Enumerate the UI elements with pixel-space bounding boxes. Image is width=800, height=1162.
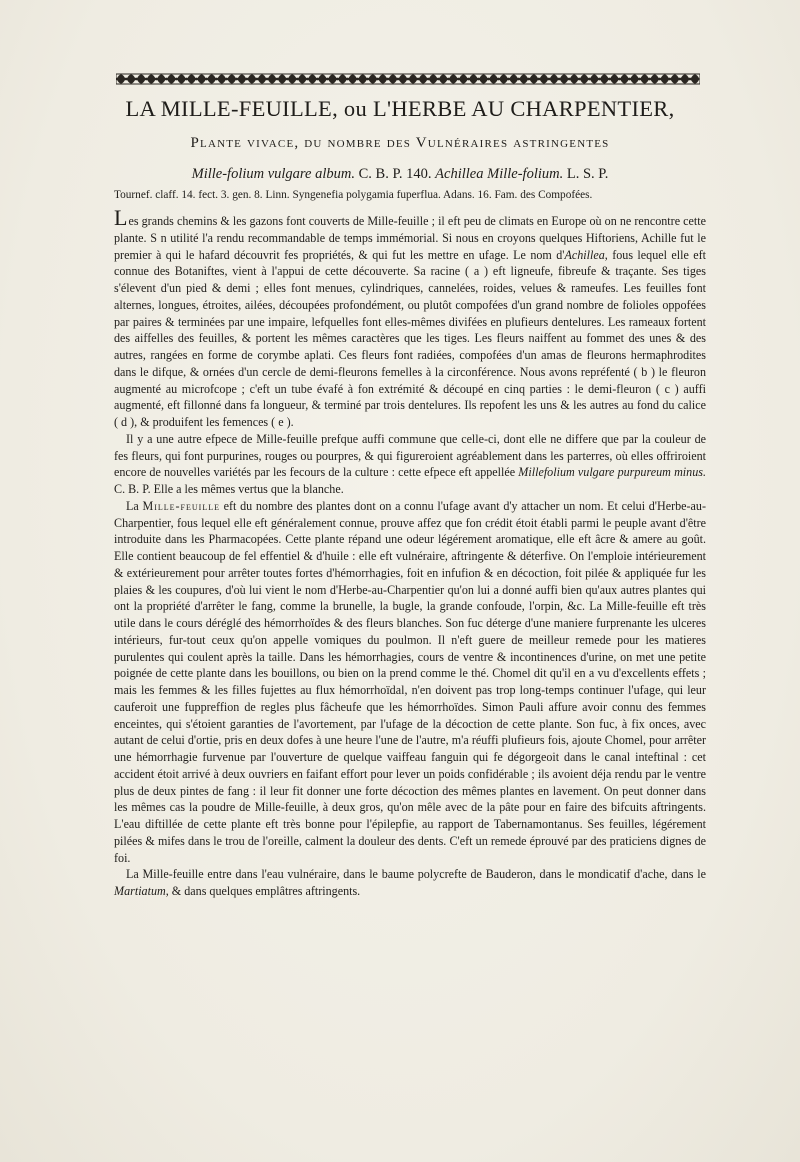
- ornament-motif: [590, 75, 599, 84]
- ornament-motif: [439, 75, 448, 84]
- ornament-dot: [366, 78, 369, 81]
- ornament-motif: [237, 75, 246, 84]
- paragraph-2-text-b: C. B. P. Elle a les mêmes vertus que la blanche.: [114, 482, 344, 496]
- ornament-dot: [678, 78, 681, 81]
- ornament-motif: [247, 75, 256, 84]
- synonym-reference-linnaeus: L. S. P.: [563, 166, 609, 182]
- drop-cap: L: [114, 205, 128, 230]
- ornament-dot: [417, 78, 420, 81]
- synonym-name-linnaeus: Achillea Mille-folium.: [435, 166, 564, 182]
- ornament-dot: [648, 78, 651, 81]
- classification-line: Tournef. claff. 14. fect. 3. gen. 8. Linn. Syngenefia polygamia fuperflua. Adans. 16. Fam. des Compofées.: [114, 189, 593, 201]
- paragraph-2-text-a: Il y a une autre efpece de Mille-feuille prefque auffi commune que celle-ci, dont elle ne differe que par la couleur de fes fleurs, qui font purpurines, rouges ou pourpres, & qui figureroient agréablement dans les parterres, où elles offriroient encore de nouvelles variétés par les fecours de la culture : cette efpece eft appellée: [114, 431, 706, 480]
- paragraph-3-smallcaps: Mille-feuille: [142, 498, 220, 513]
- ornament-dot: [135, 78, 138, 81]
- paragraph-3-text-b: eft du nombre des plantes dont on a connu l'ufage avant d'y attacher un nom. Et celui d'Herbe-au-Charpentier, fous lequel elle eft généralement connue, prouve affez que fon crédit étoit établi parmi le peuple avant d'être introduite dans les Pharmacopées. Cette plante répand une odeur légérement aromatique, elle eft âcre & amere au goût. Elle contient beaucoup de fel effentiel & d'huile : elle eft vulnéraire, aftringente & déterfive. On l'emploie intérieurement & extérieurement pour arrêter toutes fortes d'hémorrhagies, foit en infufion & en décoction, foit pilée & appliquée fur les plaies & les coupures, d'où lui vient le nom d'Herbe-au-Charpentier qu'on lui a donné auffi bien qu'aux autres plantes qui ont la propriété d'arrêter le fang, comme la brunelle, la bugle, la grande confoude, l'orpin, &c. La Mille-feuille eft très utile dans le cours déréglé des hémorrhoïdes & des fleurs blanches. Son fuc déterge d'une maniere furprenante les ulceres intérieurs, fur-tout ceux qu'on appelle vomiques du poulmon. Il n'eft guere de meilleur remede pour les matieres purulentes qui coulent après la taille. Dans les hémorrhagies, cours de ventre & incontinences d'urine, on met une petite poignée de cette plante dans les bouillons, ou bien on la prend comme le thé. Chomel dit qu'il en a vu d'excellents effets ; mais les femmes & les filles fujettes au flux hémorrhoïdal, n'en doivent pas trop long-temps continuer l'ufage, qui leur cauferoit une fuppreffion de regles plus fâcheufe que les hémorrhoïdes. Simon Pauli affure avoir connu des femmes enceintes, qui s'étoient garanties de l'avortement, par l'ufage de la décoction de cette plante. Son fuc, à fix onces, avec autant de celui d'ortie, pris en deux dofes à une heure l'une de l'autre, m'a réuffi plufieurs fois, ajoute Chomel, pour arrêter une hémorrhagie furvenue par l'ouverture de quelque vaiffeau fanguin qui fe dégorgeoit dans le canal inteftinal : cet accident étoit arrivé à deux ouvriers en faifant effort pour lever un poids confidérable ; ils avoient déja rendu par le ventre plus de deux pintes de fang : il leur fit donner une forte décoction des mêmes plantes en lavement. On peut donner dans les mêmes cas la poudre de Mille-feuille, à deux gros, qu'on mêle avec de la pâte pour en faire des bifcuits aftringents. L'eau diftillée de cette plante eft très bonne pour l'épilepfie, au rapport de Tabernamontanus. Ses feuilles, légérement pilées & mifes dans le trou de l'oreille, calment la douleur des dents. C'eft un remede éprouvé par des praticiens dignes de foi.: [114, 498, 707, 865]
- ornament-motif: [177, 75, 186, 84]
- ornament-dot: [286, 78, 289, 81]
- ornament-dot: [356, 78, 359, 81]
- ornament-motif: [509, 75, 518, 84]
- ornament-dot: [437, 78, 440, 81]
- ornament-dot: [517, 78, 520, 81]
- paragraph-4-text-a: La Mille-feuille entre dans l'eau vulnéraire, dans le baume polycrefte de Bauderon, dans le mondicatif d'ache, dans le: [126, 867, 706, 882]
- ornament-motif: [217, 75, 226, 84]
- paragraph-4: [114, 866, 706, 900]
- ornament-motif: [378, 75, 387, 84]
- ornament-dot: [407, 78, 410, 81]
- ornament-dot: [487, 78, 490, 81]
- paragraph-1-text-a: es grands chemins & les gazons font couverts de Mille-feuille ; il eft peu de climats en Europe où on ne rencontre cette plante. S n utilité l'a rendu recommandable de temps immémorial. Si nous en croyons quelques Hiftoriens, Achille fut le premier à qui le hafard découvrit fes propriétés, & qui fut les mettre en ufage. Le nom d': [114, 214, 706, 262]
- ornament-dot: [276, 78, 279, 81]
- ornament-dot: [256, 78, 259, 81]
- ornament-dot: [638, 78, 641, 81]
- ornament-motif: [459, 75, 468, 84]
- ornament-dot: [628, 78, 631, 81]
- ornament-dot: [245, 78, 248, 81]
- ornament-dot: [316, 78, 319, 81]
- body-text: [114, 205, 707, 900]
- paragraph-2-italic: Millefolium vulgare purpureum minus.: [518, 465, 706, 480]
- paragraph-3: [114, 498, 706, 867]
- paragraph-2: [114, 431, 706, 498]
- ornament-dot: [537, 78, 540, 81]
- ornament-dot: [145, 78, 148, 81]
- ornament-motif: [580, 75, 589, 84]
- paragraph-1-text-b: , fous lequel elle eft connue des Botaniftes, vient à l'appui de cette découverte. Sa racine ( a ) eft ligneufe, fibreufe & traçante. Ses tiges s'élevent d'un pied & demi ; elles font menues, cylindriques, cannelées, roides, velues & rameufes. Les feuilles font alternes, longues, étroites, ailées, découpées profondément, ou plutôt compofées d'un grand nombre de folioles oppofées par paires & terminées par une impaire, lefquelles font elles-mêmes divifées en plufieurs dentelures. Les rameaux fortent des aiffelles des feuilles, & portent les mêmes caractères que les tiges. Les fleurs naiffent au fommet des unes & des autres, rangées en forme de corymbe aplati. Ces fleurs font radiées, compofées d'un amas de fleurons hermaphrodites dans le difque, & ornées d'un cercle de demi-fleurons femelles à la circonférence. Nous avons repréfenté ( b ) le fleuron augmenté au microfcope ; c'eft un tube évafé à fon extrémité & découpé en cinq parties : le demi-fleuron ( c ) auffi augmenté, eft fillonné dans fa longueur, & terminé par trois dentelures. Ils repofent les uns & les autres au fond du calice ( d ), & produifent les femences ( e ).: [114, 247, 706, 429]
- paragraph-3-text-a: La: [126, 498, 143, 513]
- ornament-motif: [388, 75, 397, 84]
- ornament-motif: [600, 75, 609, 84]
- ornament-dot: [386, 78, 389, 81]
- paragraph-1-italic: Achillea: [564, 247, 605, 262]
- ornament-motif: [660, 75, 669, 84]
- ornament-dot: [568, 78, 571, 81]
- ornament-motif: [157, 75, 166, 84]
- ornament-motif: [499, 75, 508, 84]
- ornament-motif: [268, 75, 277, 84]
- ornament-motif: [167, 75, 176, 84]
- ornament-motif: [419, 75, 428, 84]
- ornament-dot: [427, 78, 430, 81]
- ornament-motif: [670, 75, 679, 84]
- ornament-motif: [680, 75, 689, 84]
- ornament-motif: [549, 75, 558, 84]
- ornament-dot: [296, 78, 299, 81]
- ornament-motif: [187, 75, 196, 84]
- ornament-motif: [127, 75, 136, 84]
- ornament-motif: [348, 75, 357, 84]
- synonym-name: Mille-folium vulgare album.: [191, 166, 355, 182]
- ornament-dot: [185, 78, 188, 81]
- ornament-motif: [278, 75, 287, 84]
- decorative-border-ornament: [116, 68, 700, 90]
- ornament-motif: [529, 75, 538, 84]
- ornament-motif: [489, 75, 498, 84]
- ornament-motif: [308, 75, 317, 84]
- ornament-dot: [397, 78, 400, 81]
- ornament-dot: [215, 78, 218, 81]
- ornament-motif: [539, 75, 548, 84]
- ornament-motif: [640, 75, 649, 84]
- ornament-dot: [195, 78, 198, 81]
- ornament-motif: [368, 75, 377, 84]
- ornament-dot: [477, 78, 480, 81]
- ornament-dot: [225, 78, 228, 81]
- ornament-motif: [610, 75, 619, 84]
- ornament-dot: [689, 78, 692, 81]
- ornament-motif: [650, 75, 659, 84]
- ornament-motif: [469, 75, 478, 84]
- ornament-motif: [570, 75, 579, 84]
- ornament-motif: [620, 75, 629, 84]
- ornament-dot: [306, 78, 309, 81]
- ornament-motif: [147, 75, 156, 84]
- ornament-dot: [608, 78, 611, 81]
- ornament-dot: [336, 78, 339, 81]
- ornament-motif: [560, 75, 569, 84]
- page-subtitle: Plante vivace, du nombre des Vulnéraires astringentes: [190, 135, 610, 151]
- ornament-dot: [548, 78, 551, 81]
- paragraph-4-italic: Martiatum: [114, 884, 166, 898]
- botanical-synonym: [0, 166, 800, 183]
- ornament-dot: [205, 78, 208, 81]
- ornament-motif: [298, 75, 307, 84]
- paragraph-1: [114, 205, 706, 431]
- ornament-motif: [358, 75, 367, 84]
- ornament-dot: [447, 78, 450, 81]
- ornament-dot: [326, 78, 329, 81]
- ornament-motif: [227, 75, 236, 84]
- ornament-motif: [207, 75, 216, 84]
- ornament-dot: [155, 78, 158, 81]
- ornament-motif: [117, 75, 126, 84]
- page-title: LA MILLE-FEUILLE, ou L'HERBE AU CHARPENTIER,: [125, 96, 675, 121]
- ornament-dot: [598, 78, 601, 81]
- ornament-dot: [558, 78, 561, 81]
- ornament-motif: [449, 75, 458, 84]
- ornament-motif: [338, 75, 347, 84]
- ornament-motif: [197, 75, 206, 84]
- ornament-dot: [497, 78, 500, 81]
- ornament-motif: [519, 75, 528, 84]
- ornament-dot: [618, 78, 621, 81]
- ornament-dot: [125, 78, 128, 81]
- ornament-motif: [318, 75, 327, 84]
- ornament-dot: [235, 78, 238, 81]
- ornament-dot: [668, 78, 671, 81]
- ornament-dot: [165, 78, 168, 81]
- ornament-motif: [690, 75, 699, 84]
- ornament-dot: [266, 78, 269, 81]
- synonym-reference: C. B. P. 140.: [354, 166, 436, 182]
- ornament-motif: [630, 75, 639, 84]
- ornament-motif: [288, 75, 297, 84]
- ornament-motif: [409, 75, 418, 84]
- ornament-motif: [479, 75, 488, 84]
- ornament-dot: [527, 78, 530, 81]
- ornament-dot: [467, 78, 470, 81]
- paragraph-4-text-b: , & dans quelques emplâtres aftringents.: [165, 884, 361, 898]
- ornament-dot: [346, 78, 349, 81]
- ornament-dot: [507, 78, 510, 81]
- ornament-dot: [658, 78, 661, 81]
- ornament-dot: [376, 78, 379, 81]
- ornament-motif: [328, 75, 337, 84]
- ornament-dot: [578, 78, 581, 81]
- ornament-dot: [175, 78, 178, 81]
- ornament-dot: [588, 78, 591, 81]
- ornament-motif: [398, 75, 407, 84]
- ornament-dot: [457, 78, 460, 81]
- ornament-motif: [429, 75, 438, 84]
- ornament-motif: [257, 75, 266, 84]
- ornament-motif: [137, 75, 146, 84]
